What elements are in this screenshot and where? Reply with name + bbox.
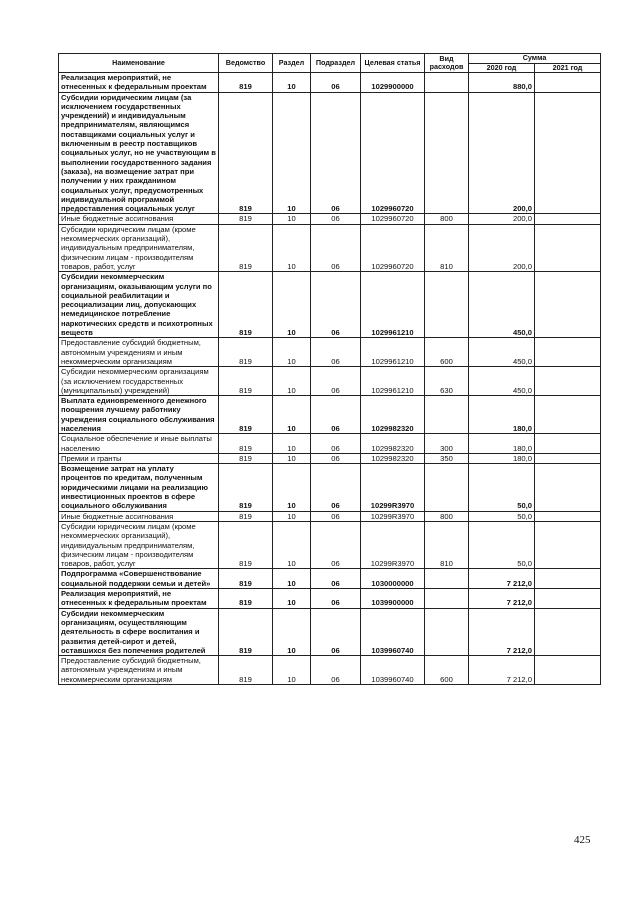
cell-dept: 819 xyxy=(219,73,273,93)
cell-subsection: 06 xyxy=(311,589,361,609)
cell-target: 1039900000 xyxy=(361,589,425,609)
cell-name: Субсидии юридическим лицам (кроме некоммерческих организаций), индивидуальным предпринимателям, физическим лицам - производителям товаров, работ, услуг xyxy=(59,521,219,568)
cell-subsection: 06 xyxy=(311,608,361,655)
cell-section: 10 xyxy=(273,367,311,396)
header-exp-type: Вид расходов xyxy=(425,54,469,73)
cell-name: Социальное обеспечение и иные выплаты населению xyxy=(59,434,219,454)
cell-amount-2021 xyxy=(535,92,601,214)
cell-exp-type: 810 xyxy=(425,521,469,568)
cell-dept: 819 xyxy=(219,338,273,367)
cell-subsection: 06 xyxy=(311,92,361,214)
cell-name: Иные бюджетные ассигнования xyxy=(59,214,219,224)
cell-target: 1029961210 xyxy=(361,367,425,396)
cell-section: 10 xyxy=(273,73,311,93)
cell-subsection: 06 xyxy=(311,73,361,93)
cell-subsection: 06 xyxy=(311,453,361,463)
cell-target: 1029961210 xyxy=(361,272,425,338)
budget-table xyxy=(58,53,601,685)
cell-amount-2021 xyxy=(535,521,601,568)
cell-amount-2020: 200,0 xyxy=(469,214,535,224)
cell-subsection: 06 xyxy=(311,521,361,568)
cell-amount-2021 xyxy=(535,73,601,93)
cell-subsection: 06 xyxy=(311,224,361,271)
cell-name: Подпрограмма «Совершенствование социальной поддержки семьи и детей» xyxy=(59,569,219,589)
cell-section: 10 xyxy=(273,608,311,655)
cell-section: 10 xyxy=(273,214,311,224)
cell-exp-type xyxy=(425,608,469,655)
cell-subsection: 06 xyxy=(311,338,361,367)
cell-amount-2021 xyxy=(535,464,601,511)
table-row xyxy=(59,521,601,568)
cell-subsection: 06 xyxy=(311,367,361,396)
cell-amount-2020: 7 212,0 xyxy=(469,569,535,589)
table-row xyxy=(59,569,601,589)
cell-subsection: 06 xyxy=(311,569,361,589)
table-row xyxy=(59,656,601,685)
cell-name: Выплата единовременного денежного поощрения лучшему работнику учреждения социального обслуживания населения xyxy=(59,396,219,434)
cell-name: Субсидии некоммерческим организациям, осуществляющим деятельность в сфере воспитания и развития детей-сирот и детей, оставшихся без попечения родителей xyxy=(59,608,219,655)
cell-exp-type: 600 xyxy=(425,656,469,685)
cell-dept: 819 xyxy=(219,589,273,609)
cell-exp-type xyxy=(425,73,469,93)
cell-target: 1029960720 xyxy=(361,224,425,271)
cell-exp-type: 600 xyxy=(425,338,469,367)
cell-amount-2021 xyxy=(535,453,601,463)
cell-name: Премии и гранты xyxy=(59,453,219,463)
table-row xyxy=(59,214,601,224)
cell-name: Иные бюджетные ассигнования xyxy=(59,511,219,521)
cell-target: 1029982320 xyxy=(361,434,425,454)
cell-dept: 819 xyxy=(219,569,273,589)
table-row xyxy=(59,272,601,338)
cell-exp-type xyxy=(425,272,469,338)
cell-exp-type: 300 xyxy=(425,434,469,454)
cell-name: Возмещение затрат на уплату процентов по кредитам, полученным юридическими лицами на реализацию инвестиционных проектов в сфере социального обслуживания xyxy=(59,464,219,511)
cell-target: 10299R3970 xyxy=(361,511,425,521)
cell-amount-2021 xyxy=(535,214,601,224)
cell-dept: 819 xyxy=(219,511,273,521)
cell-amount-2020: 200,0 xyxy=(469,92,535,214)
cell-amount-2021 xyxy=(535,272,601,338)
table-row xyxy=(59,224,601,271)
cell-section: 10 xyxy=(273,656,311,685)
cell-section: 10 xyxy=(273,589,311,609)
cell-dept: 819 xyxy=(219,434,273,454)
cell-section: 10 xyxy=(273,453,311,463)
cell-amount-2020: 7 212,0 xyxy=(469,608,535,655)
cell-target: 1039960740 xyxy=(361,608,425,655)
cell-subsection: 06 xyxy=(311,396,361,434)
cell-exp-type xyxy=(425,589,469,609)
cell-amount-2021 xyxy=(535,367,601,396)
cell-amount-2021 xyxy=(535,396,601,434)
cell-target: 1030000000 xyxy=(361,569,425,589)
cell-subsection: 06 xyxy=(311,214,361,224)
cell-name: Субсидии некоммерческим организациям (за исключением государственных (муниципальных) учреждений) xyxy=(59,367,219,396)
cell-section: 10 xyxy=(273,92,311,214)
table-row xyxy=(59,453,601,463)
cell-exp-type: 630 xyxy=(425,367,469,396)
cell-target: 1029960720 xyxy=(361,92,425,214)
cell-target: 1039960740 xyxy=(361,656,425,685)
cell-amount-2020: 7 212,0 xyxy=(469,589,535,609)
budget-sheet xyxy=(58,53,600,685)
header-dept: Ведомство xyxy=(219,54,273,73)
cell-amount-2021 xyxy=(535,608,601,655)
cell-subsection: 06 xyxy=(311,272,361,338)
cell-amount-2021 xyxy=(535,511,601,521)
table-row xyxy=(59,464,601,511)
cell-amount-2021 xyxy=(535,656,601,685)
cell-exp-type: 800 xyxy=(425,511,469,521)
cell-amount-2020: 50,0 xyxy=(469,521,535,568)
cell-amount-2020: 880,0 xyxy=(469,73,535,93)
cell-exp-type xyxy=(425,464,469,511)
cell-exp-type: 810 xyxy=(425,224,469,271)
cell-exp-type: 350 xyxy=(425,453,469,463)
cell-amount-2020: 50,0 xyxy=(469,511,535,521)
table-row xyxy=(59,396,601,434)
cell-section: 10 xyxy=(273,521,311,568)
cell-target: 1029960720 xyxy=(361,214,425,224)
cell-name: Предоставление субсидий бюджетным, автономным учреждениям и иным некоммерческим организациям xyxy=(59,338,219,367)
page-number: 425 xyxy=(574,834,591,846)
cell-exp-type xyxy=(425,92,469,214)
cell-dept: 819 xyxy=(219,521,273,568)
cell-target: 1029982320 xyxy=(361,453,425,463)
cell-section: 10 xyxy=(273,511,311,521)
cell-section: 10 xyxy=(273,464,311,511)
cell-section: 10 xyxy=(273,338,311,367)
table-row xyxy=(59,608,601,655)
cell-amount-2020: 200,0 xyxy=(469,224,535,271)
cell-name: Субсидии юридическим лицам (кроме некоммерческих организаций), индивидуальным предпринимателям, физическим лицам - производителям товаров, работ, услуг xyxy=(59,224,219,271)
cell-name: Субсидии некоммерческим организациям, оказывающим услуги по социальной реабилитации и ресоциализации лиц, допускающих немедицинское потребление наркотических средств и психотропных веществ xyxy=(59,272,219,338)
cell-subsection: 06 xyxy=(311,656,361,685)
cell-dept: 819 xyxy=(219,367,273,396)
cell-dept: 819 xyxy=(219,92,273,214)
cell-name: Реализация мероприятий, не отнесенных к федеральным проектам xyxy=(59,589,219,609)
cell-amount-2020: 180,0 xyxy=(469,453,535,463)
header-sum: Сумма xyxy=(469,54,601,64)
cell-amount-2021 xyxy=(535,569,601,589)
cell-amount-2020: 7 212,0 xyxy=(469,656,535,685)
cell-amount-2020: 450,0 xyxy=(469,367,535,396)
cell-dept: 819 xyxy=(219,272,273,338)
cell-section: 10 xyxy=(273,272,311,338)
cell-dept: 819 xyxy=(219,608,273,655)
cell-name: Реализация мероприятий, не отнесенных к федеральным проектам xyxy=(59,73,219,93)
cell-dept: 819 xyxy=(219,224,273,271)
header-subsection: Подраздел xyxy=(311,54,361,73)
cell-dept: 819 xyxy=(219,464,273,511)
table-row xyxy=(59,338,601,367)
cell-exp-type xyxy=(425,569,469,589)
header-target: Целевая статья xyxy=(361,54,425,73)
cell-name: Предоставление субсидий бюджетным, автономным учреждениям и иным некоммерческим организациям xyxy=(59,656,219,685)
table-row xyxy=(59,73,601,93)
table-row xyxy=(59,92,601,214)
cell-amount-2020: 450,0 xyxy=(469,338,535,367)
table-row xyxy=(59,511,601,521)
cell-target: 10299R3970 xyxy=(361,521,425,568)
cell-section: 10 xyxy=(273,396,311,434)
cell-dept: 819 xyxy=(219,214,273,224)
cell-amount-2021 xyxy=(535,338,601,367)
cell-subsection: 06 xyxy=(311,511,361,521)
cell-target: 1029900000 xyxy=(361,73,425,93)
table-row xyxy=(59,367,601,396)
cell-amount-2021 xyxy=(535,434,601,454)
cell-target: 10299R3970 xyxy=(361,464,425,511)
header-name: Наименование xyxy=(59,54,219,73)
header-section: Раздел xyxy=(273,54,311,73)
cell-target: 1029982320 xyxy=(361,396,425,434)
cell-dept: 819 xyxy=(219,453,273,463)
cell-amount-2020: 450,0 xyxy=(469,272,535,338)
cell-section: 10 xyxy=(273,434,311,454)
cell-exp-type xyxy=(425,396,469,434)
header-year-2020: 2020 год xyxy=(469,63,535,73)
cell-section: 10 xyxy=(273,569,311,589)
cell-amount-2020: 180,0 xyxy=(469,396,535,434)
table-row xyxy=(59,434,601,454)
cell-section: 10 xyxy=(273,224,311,271)
cell-subsection: 06 xyxy=(311,464,361,511)
cell-dept: 819 xyxy=(219,396,273,434)
cell-exp-type: 800 xyxy=(425,214,469,224)
table-row xyxy=(59,589,601,609)
cell-amount-2021 xyxy=(535,589,601,609)
cell-amount-2021 xyxy=(535,224,601,271)
cell-subsection: 06 xyxy=(311,434,361,454)
table-body xyxy=(59,73,601,685)
cell-target: 1029961210 xyxy=(361,338,425,367)
cell-amount-2020: 50,0 xyxy=(469,464,535,511)
header-year-2021: 2021 год xyxy=(535,63,601,73)
cell-dept: 819 xyxy=(219,656,273,685)
cell-amount-2020: 180,0 xyxy=(469,434,535,454)
cell-name: Субсидии юридическим лицам (за исключением государственных учреждений) и индивидуальным предпринимателям, являющимся поставщиками социальных услуг и включенным в реестр поставщиков социальных услуг, но не участвующим в выполнении государственного задания (заказа), на возмещение затрат при получении у них гражданином социальных услуг, предусмотренных индивидуальной программой предоставления социальных услуг xyxy=(59,92,219,214)
